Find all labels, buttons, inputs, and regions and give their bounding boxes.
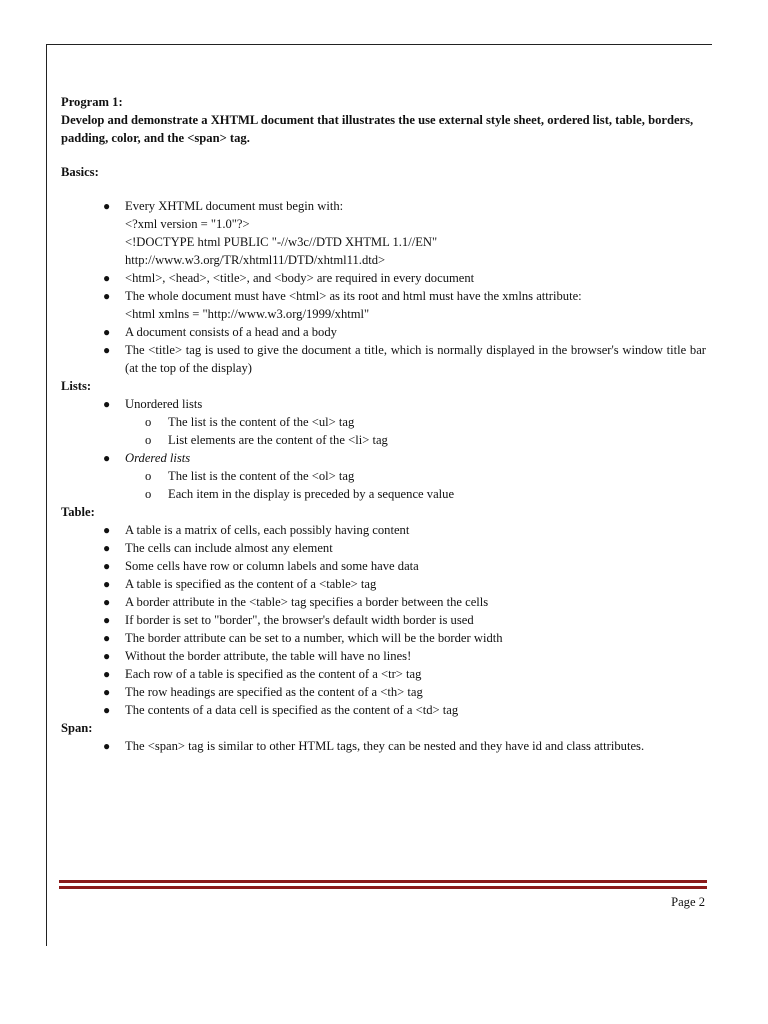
bullet-icon: ● (103, 343, 111, 357)
basics-heading: Basics: (61, 165, 99, 179)
basics-list (61, 197, 706, 377)
list-item: ● A table is a matrix of cells, each possibly having content (103, 523, 410, 537)
list-item: ● The whole document must have <html> as its root and html must have the xmlns attribute: <html xmlns = "http://www.w3.org/1999/xhtml" (103, 289, 582, 321)
list-item: ● <html>, <head>, <title>, and <body> are required in every document (103, 271, 475, 285)
bullet-icon: ● (103, 541, 111, 555)
sub-list-item: o Each item in the display is preceded by a sequence value (145, 487, 455, 501)
bullet-icon: ● (103, 523, 111, 537)
sub-list-item: o The list is the content of the <ul> tag (145, 415, 355, 429)
list-item: ● If border is set to "border", the browser's default width border is used (103, 613, 474, 627)
bullet-icon: ● (103, 739, 111, 753)
bullet-icon: ● (103, 685, 111, 699)
list-item: ● A table is specified as the content of a <table> tag (103, 577, 377, 591)
list-item: ● Some cells have row or column labels and some have data (103, 559, 419, 573)
sub-list-item: o List elements are the content of the <li> tag (145, 433, 388, 447)
top-border-line (46, 44, 712, 45)
sub-list (125, 467, 706, 503)
list-item: ● Without the border attribute, the table will have no lines! (103, 649, 412, 663)
circle-bullet-icon: o (145, 433, 152, 447)
sub-list-item: o The list is the content of the <ol> tag (145, 469, 355, 483)
bullet-icon: ● (103, 667, 111, 681)
sub-list (125, 413, 706, 449)
list-item: ● The <title> tag is used to give the document a title, which is normally displayed in the browser's window title bar (at the top of the display) (103, 343, 706, 375)
page-number: Page 2 (671, 895, 705, 909)
bullet-icon: ● (103, 451, 111, 465)
bullet-icon: ● (103, 613, 111, 627)
program-description: Develop and demonstrate a XHTML document that illustrates the use external style sheet, ordered list, table, borders, padding, color, and the <span> tag. (61, 113, 694, 145)
footer-rule-bottom (59, 886, 707, 889)
list-item: ● Unordered lists o The list is the content of the <ul> tag o List elements are the content of the <li> tag (61, 395, 706, 449)
list-item: ● A border attribute in the <table> tag specifies a border between the cells (103, 595, 489, 609)
program-title: Program 1: (61, 95, 123, 109)
lists-heading: Lists: (61, 379, 92, 393)
bullet-icon: ● (103, 595, 111, 609)
footer-rule-top (59, 880, 707, 883)
bullet-icon: ● (103, 649, 111, 663)
bullet-icon: ● (103, 397, 111, 411)
lists-list (61, 395, 706, 503)
list-item: ● The border attribute can be set to a number, which will be the border width (103, 631, 503, 645)
list-item: ● Every XHTML document must begin with: <?xml version = "1.0"?> <!DOCTYPE html PUBLIC "-//w3c//DTD XHTML 1.1//EN" http://www.w3.org/TR/xhtml11/DTD/xhtml11.dtd> (103, 199, 438, 267)
list-item: ● Ordered lists o The list is the content of the <ol> tag o Each item in the display is preceded by a sequence value (61, 449, 706, 503)
circle-bullet-icon: o (145, 469, 152, 483)
list-item: ● Each row of a table is specified as the content of a <tr> tag (103, 667, 422, 681)
span-list (61, 737, 706, 755)
list-item: ● The cells can include almost any element (103, 541, 333, 555)
list-item: ● The contents of a data cell is specified as the content of a <td> tag (103, 703, 459, 717)
bullet-icon: ● (103, 199, 111, 213)
bullet-icon: ● (103, 703, 111, 717)
span-heading: Span: (61, 721, 93, 735)
left-border-line (46, 44, 47, 946)
bullet-icon: ● (103, 325, 111, 339)
bullet-icon: ● (103, 577, 111, 591)
circle-bullet-icon: o (145, 415, 152, 429)
bullet-icon: ● (103, 271, 111, 285)
bullet-icon: ● (103, 289, 111, 303)
list-item: ● The <span> tag is similar to other HTML tags, they can be nested and they have id and class attributes. (103, 739, 645, 753)
circle-bullet-icon: o (145, 487, 152, 501)
table-heading: Table: (61, 505, 95, 519)
list-item: ● A document consists of a head and a body (103, 325, 337, 339)
document-body (61, 93, 706, 755)
list-item: ● The row headings are specified as the content of a <th> tag (103, 685, 423, 699)
bullet-icon: ● (103, 631, 111, 645)
bullet-icon: ● (103, 559, 111, 573)
table-list (61, 521, 706, 719)
